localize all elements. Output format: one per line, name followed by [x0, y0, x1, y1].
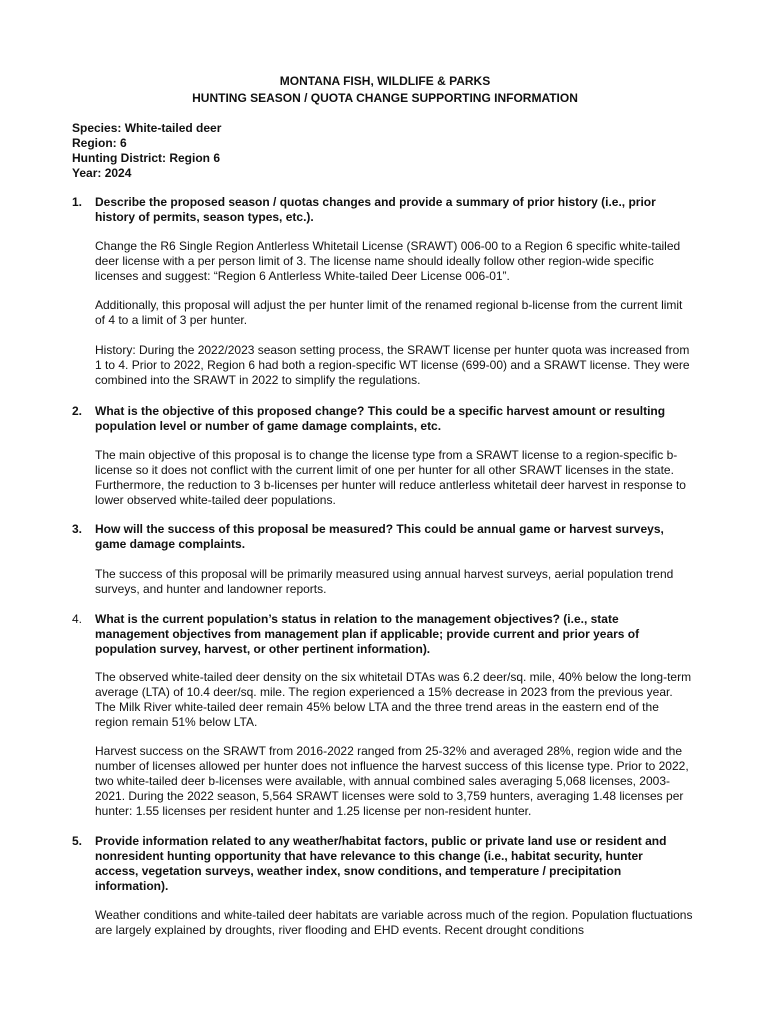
question-text: Provide information related to any weather/habitat factors, public or private land use or resident and nonresident hunting opportunity that have relevance to this change (i.e., habitat security, hunter access, vegetation surveys, weather index, snow conditions, and temperature / precipitation information).: [95, 834, 667, 893]
agency-title: MONTANA FISH, WILDLIFE & PARKS: [279, 74, 491, 88]
answer-paragraph: Change the R6 Single Region Antlerless Whitetail License (SRAWT) 006-00 to a Region 6 specific white-tailed deer license with a per person limit of 3. The license name should ideally follow other region-wide specific licenses and suggest: “Region 6 Antlerless White-tailed Deer License 006-01”.: [95, 239, 681, 283]
district-field: Hunting District: Region 6: [72, 151, 220, 165]
question-number: 5.: [72, 834, 83, 848]
question-1: [72, 195, 672, 225]
question-number: 3.: [72, 522, 83, 536]
question-5: [72, 834, 672, 894]
document-metadata: [72, 121, 221, 181]
year-field: Year: 2024: [72, 166, 132, 180]
question-text: What is the current population’s status in relation to the management objectives? (i.e., state management objectives from management plan if applicable; provide current and prior years of population survey, harvest, or other pertinent information).: [95, 612, 640, 656]
question-4: [72, 612, 672, 657]
answer-paragraph: The main objective of this proposal is to change the license type from a SRAWT license to a region-specific b-license so it does not conflict with the current limit of one per hunter for all other SRAWT licenses in the state. Furthermore, the reduction to 3 b-licenses per hunter will reduce antlerless whitetail deer harvest in response to lower observed white-tailed deer populations.: [95, 448, 686, 507]
answer-paragraph: The success of this proposal will be primarily measured using annual harvest surveys, aerial population trend surveys, and hunter and landowner reports.: [95, 567, 674, 596]
question-number: 1.: [72, 195, 83, 209]
question-number: 4.: [72, 612, 83, 626]
question-2: [72, 404, 672, 434]
document-title: HUNTING SEASON / QUOTA CHANGE SUPPORTING INFORMATION: [192, 91, 578, 105]
answer-paragraph: Additionally, this proposal will adjust the per hunter limit of the renamed regional b-license from the current limit of 4 to a limit of 3 per hunter.: [95, 298, 683, 327]
answer-paragraph: The observed white-tailed deer density on the six whitetail DTAs was 6.2 deer/sq. mile, 40% below the long-term average (LTA) of 10.4 deer/sq. mile. The region experienced a 15% decrease in 2023 from the previous year. The Milk River white-tailed deer remain 45% below LTA and the three trend areas in the eastern end of the region remain 51% below LTA.: [95, 670, 692, 729]
question-3: [72, 522, 672, 552]
question-number: 2.: [72, 404, 83, 418]
question-text: What is the objective of this proposed change? This could be a specific harvest amount or resulting population level or number of game damage complaints, etc.: [95, 404, 666, 433]
region-field: Region: 6: [72, 136, 127, 150]
species-field: Species: White-tailed deer: [72, 121, 222, 135]
question-text: Describe the proposed season / quotas changes and provide a summary of prior history (i.e., prior history of permits, season types, etc.).: [95, 195, 656, 224]
answer-paragraph: Weather conditions and white-tailed deer habitats are variable across much of the region. Population fluctuations are largely explained by droughts, river flooding and EHD events. Recent drought conditions: [95, 908, 693, 937]
question-text: How will the success of this proposal be measured? This could be annual game or harvest surveys, game damage complaints.: [95, 522, 664, 551]
answer-paragraph: Harvest success on the SRAWT from 2016-2022 ranged from 25-32% and averaged 28%, region wide and the number of licenses allowed per hunter does not influence the harvest success of this license type. Prior to 2022, two white-tailed deer b-licenses were available, with annual combined sales averaging 5,068 licenses, 2003-2021. During the 2022 season, 5,564 SRAWT licenses were sold to 3,759 hunters, averaging 1.48 licenses per hunter: 1.55 licenses per resident hunter and 1.25 license per non-resident hunter.: [95, 744, 689, 818]
answer-paragraph: History: During the 2022/2023 season setting process, the SRAWT license per hunter quota was increased from 1 to 4. Prior to 2022, Region 6 had both a region-specific WT license (699-00) and a SRAWT license. They were combined into the SRAWT in 2022 to simplify the regulations.: [95, 343, 690, 387]
